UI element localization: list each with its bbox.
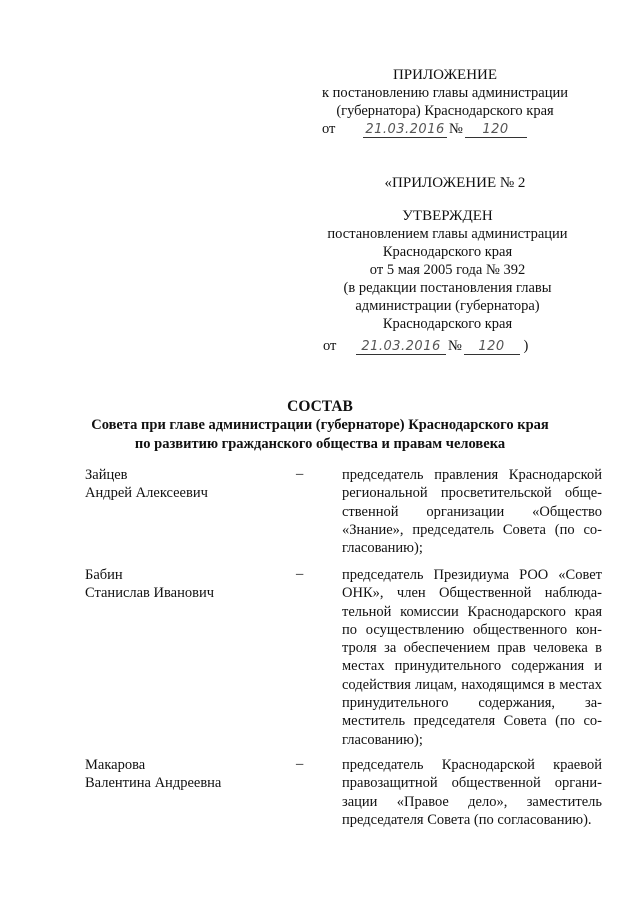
approval-date-line bbox=[305, 337, 590, 356]
member-role: председатель Президиума РОО «Совет ОНК», член Общественной наблюдательной комиссии Краснодарского края по осуществлению общественного контроля за обеспечением прав человека в местах принудительного содержания и содействия лицам, находящимся в местах принудительного содержания, заместитель председателя Совета (по согласованию); bbox=[342, 567, 602, 748]
approval-line-6: Краснодарского края bbox=[382, 316, 513, 332]
member-role: председатель правления Краснодарской региональной просветительской общественной организации «Общество «Знание», председатель Совета (по согласованию); bbox=[342, 467, 602, 557]
number-sign: № bbox=[448, 338, 462, 354]
member-name bbox=[85, 756, 221, 792]
handwritten-number: 120 bbox=[467, 121, 525, 139]
member-name bbox=[85, 466, 208, 502]
appendix-header bbox=[300, 66, 590, 139]
handwritten-date: 21.03.2016 bbox=[358, 338, 444, 356]
approval-line-1: постановлением главы администрации bbox=[327, 226, 568, 242]
member-dash: – bbox=[296, 466, 304, 482]
number-sign: № bbox=[449, 121, 463, 137]
doc-title: СОСТАВ bbox=[287, 398, 353, 415]
doc-subtitle-line1: Совета при главе администрации (губернаторе) Краснодарского края bbox=[91, 417, 549, 433]
approval-line-4: (в редакции постановления главы bbox=[343, 280, 552, 296]
member-given-name: Валентина Андреевна bbox=[85, 775, 222, 791]
member-given-name: Андрей Алексеевич bbox=[85, 485, 208, 501]
member-surname: Бабин bbox=[85, 567, 123, 583]
member-dash: – bbox=[296, 566, 304, 582]
member-surname: Зайцев bbox=[85, 467, 128, 483]
approval-block bbox=[305, 207, 590, 356]
approval-line-3: от 5 мая 2005 года № 392 bbox=[369, 262, 526, 278]
approved-label: УТВЕРЖДЕН bbox=[402, 208, 493, 224]
member-role: председатель Краснодарской краевой правозащитной общественной организации «Правое дело», заместитель председателя Совета (по согласованию). bbox=[342, 757, 602, 828]
appendix-ref-line1: к постановлению главы администрации bbox=[321, 85, 569, 101]
appendix-2-title: «ПРИЛОЖЕНИЕ № 2 bbox=[384, 175, 526, 191]
member-surname: Макарова bbox=[85, 757, 146, 773]
appendix-2-header bbox=[330, 174, 580, 192]
approval-line-5: администрации (губернатора) bbox=[355, 298, 540, 314]
member-name bbox=[85, 566, 214, 602]
date-prefix: от bbox=[322, 121, 336, 137]
appendix-ref-line2: (губернатора) Краснодарского края bbox=[336, 103, 554, 119]
member-dash: – bbox=[296, 756, 304, 772]
handwritten-date: 21.03.2016 bbox=[365, 122, 445, 137]
date-prefix: от bbox=[323, 338, 337, 354]
approval-line-2: Краснодарского края bbox=[382, 244, 513, 260]
member-given-name: Станислав Иванович bbox=[85, 585, 214, 601]
closing-paren: ) bbox=[523, 338, 529, 354]
appendix-label: ПРИЛОЖЕНИЕ bbox=[392, 67, 498, 83]
appendix-date-line bbox=[300, 120, 590, 139]
doc-subtitle-line2: по развитию гражданского общества и правам человека bbox=[134, 436, 506, 452]
handwritten-number: 120 bbox=[466, 338, 518, 356]
